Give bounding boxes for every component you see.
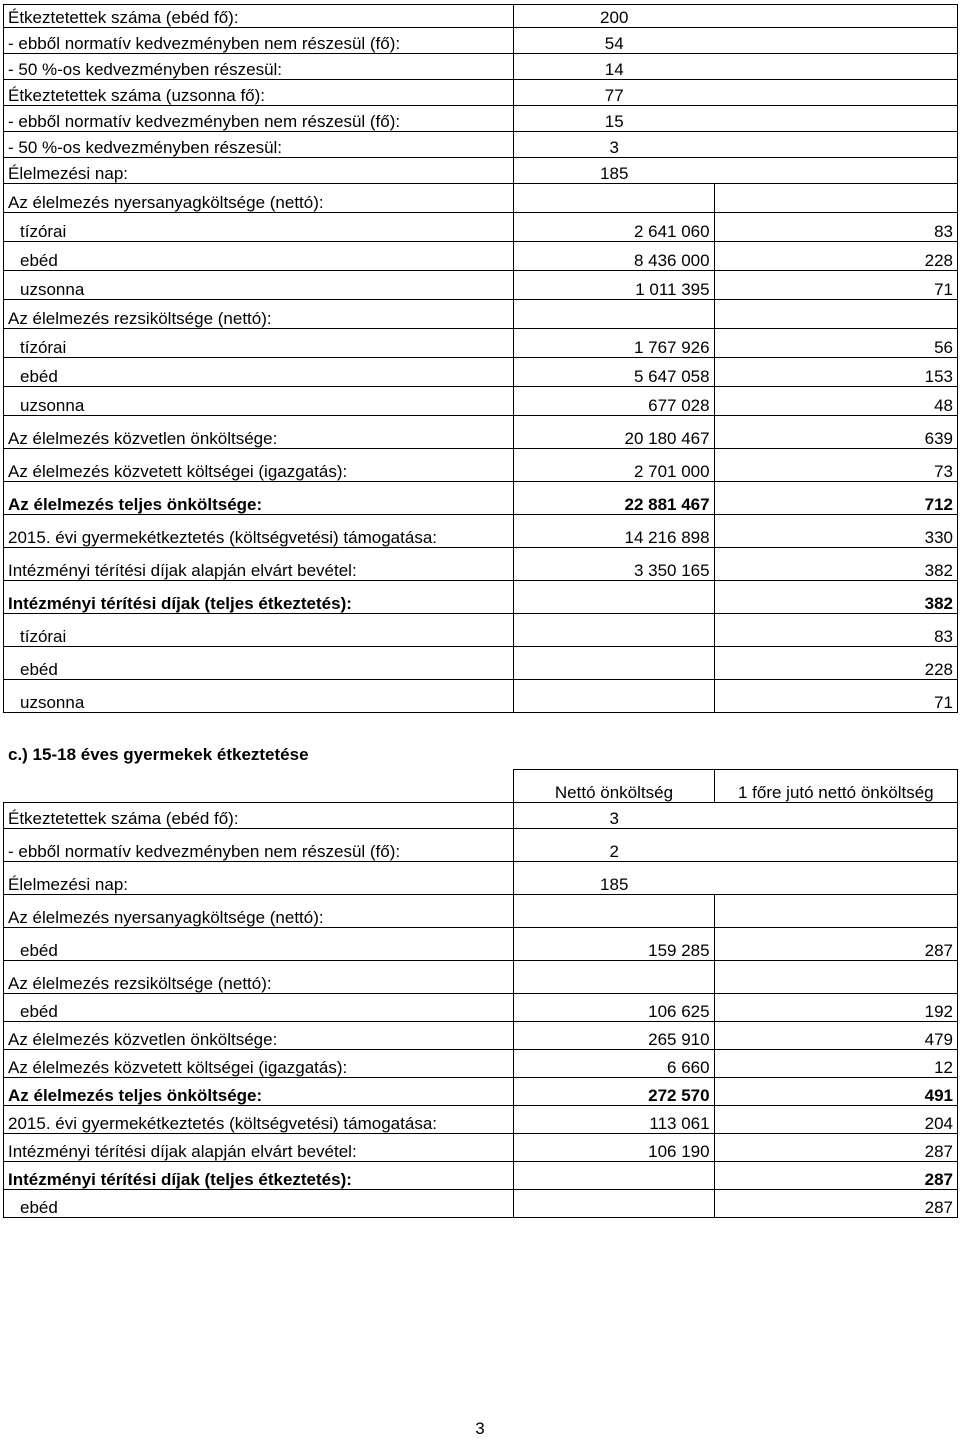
table-row: [4, 300, 958, 329]
row-net-cost: [514, 1190, 714, 1218]
row-net-cost: 6 660: [514, 1050, 714, 1078]
row-empty-cell: [714, 5, 957, 28]
row-label: Az élelmezés rezsiköltsége (nettó):: [4, 300, 514, 329]
row-per-person-cost: 71: [714, 271, 957, 300]
row-per-person-cost: 639: [714, 416, 957, 449]
row-per-person-cost: 330: [714, 515, 957, 548]
row-value: 77: [514, 80, 714, 106]
table-row: [4, 1134, 958, 1162]
row-per-person-cost: [714, 300, 957, 329]
table-row: [4, 80, 958, 106]
row-label: ebéd: [4, 242, 514, 271]
row-per-person-cost: 48: [714, 387, 957, 416]
row-label: ebéd: [4, 928, 514, 961]
row-net-cost: 677 028: [514, 387, 714, 416]
row-net-cost: 14 216 898: [514, 515, 714, 548]
row-per-person-cost: 83: [714, 213, 957, 242]
row-label: Az élelmezés közvetett költségei (igazgatás):: [4, 1050, 514, 1078]
row-net-cost: [514, 581, 714, 614]
row-empty-cell: [714, 862, 957, 895]
row-label: ebéd: [4, 1190, 514, 1218]
row-empty-cell: [714, 28, 957, 54]
row-per-person-cost: [714, 184, 957, 213]
row-value: 54: [514, 28, 714, 54]
row-label: Az élelmezés nyersanyagköltsége (nettó):: [4, 895, 514, 928]
row-label: - 50 %-os kedvezményben részesül:: [4, 132, 514, 158]
row-empty-cell: [714, 803, 957, 829]
table-row: [4, 158, 958, 184]
row-empty-cell: [714, 80, 957, 106]
row-per-person-cost: 83: [714, 614, 957, 647]
table-row: [4, 132, 958, 158]
row-net-cost: 20 180 467: [514, 416, 714, 449]
row-label: - ebből normatív kedvezményben nem részesül (fő):: [4, 829, 514, 862]
row-net-cost: 113 061: [514, 1106, 714, 1134]
table-row: [4, 213, 958, 242]
table-row: [4, 329, 958, 358]
table-row: [4, 614, 958, 647]
row-label: Intézményi térítési díjak (teljes étkeztetés):: [4, 1162, 514, 1190]
row-per-person-cost: 287: [714, 1190, 957, 1218]
table-row: [4, 54, 958, 80]
row-per-person-cost: 287: [714, 928, 957, 961]
row-net-cost: [514, 614, 714, 647]
row-net-cost: 106 190: [514, 1134, 714, 1162]
row-empty-cell: [714, 54, 957, 80]
table-row: [4, 680, 958, 713]
row-net-cost: [514, 680, 714, 713]
row-per-person-cost: 479: [714, 1022, 957, 1050]
row-net-cost: [514, 895, 714, 928]
row-label: Intézményi térítési díjak alapján elvárt bevétel:: [4, 548, 514, 581]
table-row: [4, 515, 958, 548]
row-label: - 50 %-os kedvezményben részesül:: [4, 54, 514, 80]
row-label: Élelmezési nap:: [4, 158, 514, 184]
row-label: Az élelmezés teljes önköltsége:: [4, 1078, 514, 1106]
row-label: - ebből normatív kedvezményben nem részesül (fő):: [4, 28, 514, 54]
row-label: 2015. évi gyermekétkeztetés (költségvetési) támogatása:: [4, 1106, 514, 1134]
table-row: [4, 895, 958, 928]
row-per-person-cost: 73: [714, 449, 957, 482]
table-row: [4, 387, 958, 416]
table-row: [4, 5, 958, 28]
row-label: Az élelmezés teljes önköltsége:: [4, 482, 514, 515]
column-header-net-cost: Nettó önköltség: [514, 770, 714, 803]
row-value: 200: [514, 5, 714, 28]
table-header-row: [4, 770, 958, 803]
row-per-person-cost: [714, 895, 957, 928]
row-value: 185: [514, 862, 714, 895]
row-value: 14: [514, 54, 714, 80]
table-row: [4, 1106, 958, 1134]
row-net-cost: 8 436 000: [514, 242, 714, 271]
row-label: Intézményi térítési díjak (teljes étkeztetés):: [4, 581, 514, 614]
table-row: [4, 1162, 958, 1190]
row-net-cost: [514, 1162, 714, 1190]
table-row: [4, 1078, 958, 1106]
row-label: uzsonna: [4, 387, 514, 416]
row-label: tízórai: [4, 329, 514, 358]
row-net-cost: 2 701 000: [514, 449, 714, 482]
table-row: [4, 581, 958, 614]
row-empty-cell: [714, 132, 957, 158]
row-label: uzsonna: [4, 680, 514, 713]
row-per-person-cost: [714, 961, 957, 994]
table-row: [4, 862, 958, 895]
table-row: [4, 449, 958, 482]
row-net-cost: 2 641 060: [514, 213, 714, 242]
page-number: 3: [475, 1419, 485, 1438]
row-empty-cell: [714, 106, 957, 132]
row-label: Élelmezési nap:: [4, 862, 514, 895]
row-net-cost: 272 570: [514, 1078, 714, 1106]
row-net-cost: 1 011 395: [514, 271, 714, 300]
row-label: Étkeztetettek száma (ebéd fő):: [4, 803, 514, 829]
row-empty-cell: [714, 158, 957, 184]
row-per-person-cost: 382: [714, 581, 957, 614]
row-value: 3: [514, 803, 714, 829]
table-row: [4, 1190, 958, 1218]
row-per-person-cost: 228: [714, 647, 957, 680]
row-per-person-cost: 192: [714, 994, 957, 1022]
cost-table-b: [3, 4, 958, 713]
table-row: [4, 271, 958, 300]
row-per-person-cost: 287: [714, 1134, 957, 1162]
column-header-per-person-cost: 1 főre jutó nettó önköltség: [714, 770, 957, 803]
row-net-cost: 159 285: [514, 928, 714, 961]
row-label: tízórai: [4, 614, 514, 647]
row-per-person-cost: 287: [714, 1162, 957, 1190]
row-net-cost: 265 910: [514, 1022, 714, 1050]
row-per-person-cost: 491: [714, 1078, 957, 1106]
table-row: [4, 1050, 958, 1078]
table-row: [4, 482, 958, 515]
table-row: [4, 416, 958, 449]
row-label: Az élelmezés nyersanyagköltsége (nettó):: [4, 184, 514, 213]
table-row: [4, 184, 958, 213]
row-per-person-cost: 204: [714, 1106, 957, 1134]
row-label: Étkeztetettek száma (ebéd fő):: [4, 5, 514, 28]
table-row: [4, 928, 958, 961]
table-row: [4, 358, 958, 387]
row-net-cost: [514, 647, 714, 680]
row-per-person-cost: 228: [714, 242, 957, 271]
table-row: [4, 106, 958, 132]
row-net-cost: [514, 961, 714, 994]
row-per-person-cost: 712: [714, 482, 957, 515]
row-label: ebéd: [4, 358, 514, 387]
row-per-person-cost: 56: [714, 329, 957, 358]
row-net-cost: 106 625: [514, 994, 714, 1022]
table-row: [4, 28, 958, 54]
row-label: 2015. évi gyermekétkeztetés (költségvetési) támogatása:: [4, 515, 514, 548]
row-label: Az élelmezés közvetlen önköltsége:: [4, 1022, 514, 1050]
table-row: [4, 242, 958, 271]
header-empty-cell: [4, 770, 514, 803]
row-net-cost: 1 767 926: [514, 329, 714, 358]
row-value: 15: [514, 106, 714, 132]
row-label: Étkeztetettek száma (uzsonna fő):: [4, 80, 514, 106]
row-label: - ebből normatív kedvezményben nem részesül (fő):: [4, 106, 514, 132]
table-row: [4, 994, 958, 1022]
table-row: [4, 548, 958, 581]
row-empty-cell: [714, 829, 957, 862]
table-row: [4, 803, 958, 829]
row-net-cost: [514, 300, 714, 329]
row-net-cost: [514, 184, 714, 213]
row-per-person-cost: 382: [714, 548, 957, 581]
table-row: [4, 829, 958, 862]
row-value: 2: [514, 829, 714, 862]
row-label: ebéd: [4, 994, 514, 1022]
row-label: Intézményi térítési díjak alapján elvárt bevétel:: [4, 1134, 514, 1162]
table-row: [4, 647, 958, 680]
row-label: uzsonna: [4, 271, 514, 300]
row-value: 3: [514, 132, 714, 158]
row-per-person-cost: 153: [714, 358, 957, 387]
section-c-title: c.) 15-18 éves gyermekek étkeztetése: [8, 745, 309, 764]
row-per-person-cost: 12: [714, 1050, 957, 1078]
row-label: ebéd: [4, 647, 514, 680]
row-label: Az élelmezés közvetlen önköltsége:: [4, 416, 514, 449]
row-net-cost: 5 647 058: [514, 358, 714, 387]
row-net-cost: 3 350 165: [514, 548, 714, 581]
row-label: Az élelmezés rezsiköltsége (nettó):: [4, 961, 514, 994]
row-label: tízórai: [4, 213, 514, 242]
table-row: [4, 1022, 958, 1050]
cost-table-c: [3, 769, 958, 1218]
row-label: Az élelmezés közvetett költségei (igazgatás):: [4, 449, 514, 482]
row-value: 185: [514, 158, 714, 184]
table-row: [4, 961, 958, 994]
row-per-person-cost: 71: [714, 680, 957, 713]
row-net-cost: 22 881 467: [514, 482, 714, 515]
